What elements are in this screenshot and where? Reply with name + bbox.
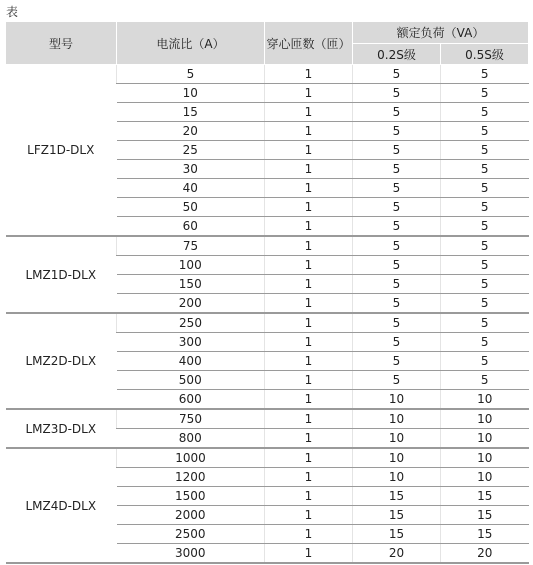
table-caption: 表 xyxy=(6,5,19,19)
load-0-2s-cell: 5 xyxy=(353,294,441,314)
load-0-5s-cell: 5 xyxy=(441,217,529,237)
load-0-2s-cell: 15 xyxy=(353,487,441,506)
load-0-5s-cell: 10 xyxy=(441,448,529,468)
load-0-2s-cell: 5 xyxy=(353,371,441,390)
load-0-2s-cell: 5 xyxy=(353,236,441,256)
turns-cell: 1 xyxy=(265,313,353,333)
header-rated-load: 额定负荷（VA） xyxy=(353,22,529,44)
turns-cell: 1 xyxy=(265,65,353,84)
load-0-2s-cell: 10 xyxy=(353,390,441,410)
load-0-5s-cell: 5 xyxy=(441,122,529,141)
load-0-2s-cell: 15 xyxy=(353,506,441,525)
load-0-5s-cell: 10 xyxy=(441,468,529,487)
turns-cell: 1 xyxy=(265,122,353,141)
load-0-2s-cell: 5 xyxy=(353,160,441,179)
table-row xyxy=(6,65,529,84)
current-ratio-cell: 750 xyxy=(117,409,265,429)
load-0-2s-cell: 5 xyxy=(353,217,441,237)
load-0-2s-cell: 15 xyxy=(353,525,441,544)
current-ratio-cell: 400 xyxy=(117,352,265,371)
turns-cell: 1 xyxy=(265,217,353,237)
load-0-2s-cell: 5 xyxy=(353,275,441,294)
turns-cell: 1 xyxy=(265,448,353,468)
table-row xyxy=(6,313,529,333)
spec-table xyxy=(5,21,529,564)
load-0-5s-cell: 20 xyxy=(441,544,529,564)
current-ratio-cell: 800 xyxy=(117,429,265,449)
current-ratio-cell: 100 xyxy=(117,256,265,275)
turns-cell: 1 xyxy=(265,429,353,449)
current-ratio-cell: 600 xyxy=(117,390,265,410)
turns-cell: 1 xyxy=(265,294,353,314)
current-ratio-cell: 30 xyxy=(117,160,265,179)
current-ratio-cell: 3000 xyxy=(117,544,265,564)
model-cell: LMZ3D-DLX xyxy=(6,409,117,448)
current-ratio-cell: 5 xyxy=(117,65,265,84)
load-0-2s-cell: 5 xyxy=(353,122,441,141)
header-model: 型号 xyxy=(6,22,117,65)
load-0-5s-cell: 5 xyxy=(441,198,529,217)
current-ratio-cell: 50 xyxy=(117,198,265,217)
turns-cell: 1 xyxy=(265,487,353,506)
load-0-5s-cell: 5 xyxy=(441,160,529,179)
turns-cell: 1 xyxy=(265,506,353,525)
turns-cell: 1 xyxy=(265,84,353,103)
turns-cell: 1 xyxy=(265,352,353,371)
load-0-5s-cell: 5 xyxy=(441,179,529,198)
current-ratio-cell: 300 xyxy=(117,333,265,352)
current-ratio-cell: 15 xyxy=(117,103,265,122)
header-class-0-2s: 0.2S级 xyxy=(353,44,441,65)
load-0-5s-cell: 15 xyxy=(441,506,529,525)
load-0-2s-cell: 5 xyxy=(353,103,441,122)
load-0-5s-cell: 5 xyxy=(441,103,529,122)
turns-cell: 1 xyxy=(265,236,353,256)
current-ratio-cell: 75 xyxy=(117,236,265,256)
load-0-5s-cell: 10 xyxy=(441,429,529,449)
turns-cell: 1 xyxy=(265,198,353,217)
table-row xyxy=(6,448,529,468)
load-0-5s-cell: 5 xyxy=(441,141,529,160)
turns-cell: 1 xyxy=(265,371,353,390)
current-ratio-cell: 60 xyxy=(117,217,265,237)
current-ratio-cell: 500 xyxy=(117,371,265,390)
load-0-5s-cell: 5 xyxy=(441,352,529,371)
current-ratio-cell: 1500 xyxy=(117,487,265,506)
current-ratio-cell: 200 xyxy=(117,294,265,314)
load-0-5s-cell: 5 xyxy=(441,84,529,103)
turns-cell: 1 xyxy=(265,179,353,198)
load-0-2s-cell: 20 xyxy=(353,544,441,564)
model-cell: LMZ4D-DLX xyxy=(6,448,117,563)
turns-cell: 1 xyxy=(265,141,353,160)
load-0-2s-cell: 5 xyxy=(353,141,441,160)
load-0-2s-cell: 10 xyxy=(353,468,441,487)
current-ratio-cell: 10 xyxy=(117,84,265,103)
current-ratio-cell: 1000 xyxy=(117,448,265,468)
current-ratio-cell: 150 xyxy=(117,275,265,294)
current-ratio-cell: 40 xyxy=(117,179,265,198)
load-0-5s-cell: 10 xyxy=(441,390,529,410)
load-0-2s-cell: 5 xyxy=(353,179,441,198)
turns-cell: 1 xyxy=(265,409,353,429)
load-0-2s-cell: 5 xyxy=(353,65,441,84)
current-ratio-cell: 250 xyxy=(117,313,265,333)
turns-cell: 1 xyxy=(265,468,353,487)
turns-cell: 1 xyxy=(265,103,353,122)
load-0-2s-cell: 5 xyxy=(353,352,441,371)
turns-cell: 1 xyxy=(265,275,353,294)
turns-cell: 1 xyxy=(265,525,353,544)
turns-cell: 1 xyxy=(265,160,353,179)
load-0-2s-cell: 5 xyxy=(353,84,441,103)
load-0-2s-cell: 10 xyxy=(353,409,441,429)
table-row xyxy=(6,236,529,256)
load-0-5s-cell: 5 xyxy=(441,275,529,294)
turns-cell: 1 xyxy=(265,390,353,410)
load-0-2s-cell: 10 xyxy=(353,429,441,449)
current-ratio-cell: 2000 xyxy=(117,506,265,525)
model-cell: LFZ1D-DLX xyxy=(6,65,117,237)
load-0-5s-cell: 5 xyxy=(441,333,529,352)
turns-cell: 1 xyxy=(265,544,353,564)
load-0-5s-cell: 5 xyxy=(441,294,529,314)
load-0-5s-cell: 15 xyxy=(441,525,529,544)
load-0-5s-cell: 5 xyxy=(441,256,529,275)
turns-cell: 1 xyxy=(265,333,353,352)
table-body xyxy=(6,65,529,564)
load-0-5s-cell: 5 xyxy=(441,236,529,256)
load-0-2s-cell: 5 xyxy=(353,198,441,217)
model-cell: LMZ2D-DLX xyxy=(6,313,117,409)
load-0-2s-cell: 5 xyxy=(353,333,441,352)
load-0-5s-cell: 5 xyxy=(441,65,529,84)
header-class-0-5s: 0.5S级 xyxy=(441,44,529,65)
load-0-2s-cell: 5 xyxy=(353,256,441,275)
header-current-ratio: 电流比（A） xyxy=(117,22,265,65)
table-row xyxy=(6,409,529,429)
load-0-5s-cell: 5 xyxy=(441,371,529,390)
load-0-5s-cell: 10 xyxy=(441,409,529,429)
turns-cell: 1 xyxy=(265,256,353,275)
current-ratio-cell: 2500 xyxy=(117,525,265,544)
header-turns: 穿心匝数（匝） xyxy=(265,22,353,65)
load-0-2s-cell: 5 xyxy=(353,313,441,333)
load-0-2s-cell: 10 xyxy=(353,448,441,468)
model-cell: LMZ1D-DLX xyxy=(6,236,117,313)
current-ratio-cell: 20 xyxy=(117,122,265,141)
load-0-5s-cell: 15 xyxy=(441,487,529,506)
load-0-5s-cell: 5 xyxy=(441,313,529,333)
current-ratio-cell: 25 xyxy=(117,141,265,160)
current-ratio-cell: 1200 xyxy=(117,468,265,487)
